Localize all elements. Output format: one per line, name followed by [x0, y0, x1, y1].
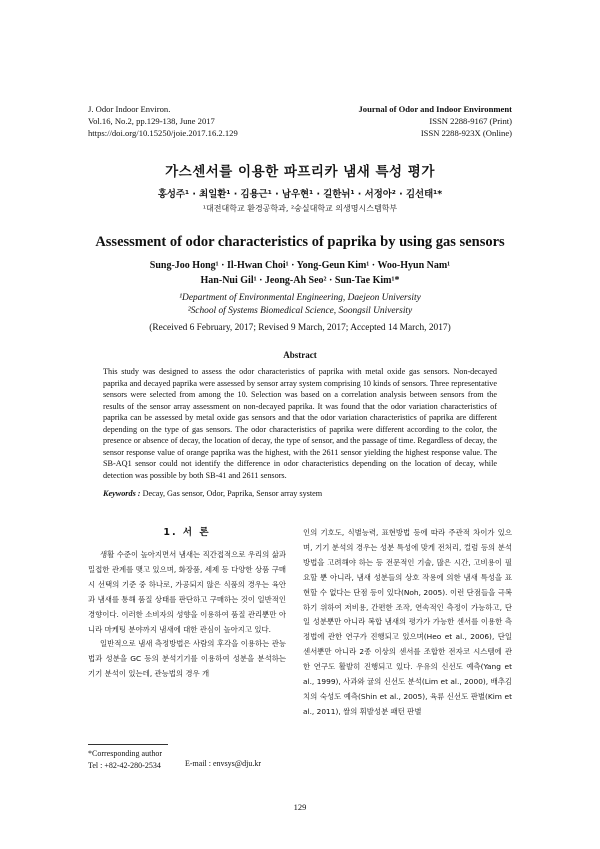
english-affiliations [0, 292, 600, 317]
affiliation-line: ¹Department of Environmental Engineering, Daejeon University [179, 293, 421, 303]
section-heading: 1. 서 론 [163, 527, 211, 538]
body-paragraph: 생활 수준이 높아지면서 냄새는 직간접적으로 우리의 삶과 밀접한 관계를 맺고 있으며, 화장품, 세제 등 다양한 상품 구매 시 선택의 기준 중 하나로, 가공되지 않은 식품의 경우는 육안과 냄새를 통해 품질 상태를 판단하고 구매하는 것이 일반적인 경향이다. 이러한 소비자의 성향을 이용하여 품질 관리뿐만 아니라 마케팅 분야까지 냄새에 대한 관심이 높아지고 있다. [88, 550, 286, 634]
body-paragraph: 일반적으로 냄새 측정방법은 사람의 후각을 이용하는 관능법과 성분을 GC 등의 분석기기를 이용하여 성분을 분석하는 기기 분석이 있는데, 관능법의 경우 개 [88, 639, 286, 679]
author-line: Sung-Joo Hong¹ · Il-Hwan Choi¹ · Yong-Geun Kim¹ · Woo-Hyun Nam¹ [149, 260, 451, 271]
korean-authors: 홍성주¹ · 최일환¹ · 김용근¹ · 남우현¹ · 길한뉘¹ · 서정아² · 김선태¹* [157, 189, 443, 200]
keywords [103, 489, 497, 498]
telephone: Tel : +82-42-280-2534 [88, 760, 161, 770]
keywords-list: Decay, Gas sensor, Odor, Paprika, Sensor array system [140, 489, 323, 498]
left-column [88, 524, 286, 682]
volume-info: Vol.16, No.2, pp.129-138, June 2017 [88, 116, 215, 126]
body-paragraph: 인의 기호도, 식별능력, 표현방법 등에 따라 주관적 차이가 있으며, 기기 분석의 경우는 성분 특성에 맞게 전처리, 컬럼 등의 분석 방법을 고려해야 하는 등 전문적인 기술, 많은 시간, 고비용이 필요할 뿐 아니라, 냄새 성분들의 상호 작용에 의한 냄새 특성을 표현할 수 없다는 단점 등이 있다(Noh, 2005). 이런 단점들을 극복하기 위하여 저비용, 간편한 조작, 연속적인 측정이 가능하고, 단일 성분뿐만 아니라 복합 냄새의 평가가 가능한 센서를 이용한 측정법에 관한 연구가 진행되고 있으며(Heo et al., 2006), 단일 센서뿐만 아니라 2종 이상의 센서를 조합한 전자코 시스템에 관한 연구도 활발히 진행되고 있다. 우유의 신선도 예측(Yang et al., 1999), 사과와 귤의 신선도 분석(Lim et al., 2000), 배추김치의 숙성도 예측(Shin et al., 2005), 육류 신선도 판별(Kim et al., 2011), 쌀의 휘발성분 패턴 판별 [303, 528, 512, 716]
author-line: Han-Nui Gil¹ · Jeong-Ah Seo² · Sun-Tae Kim¹* [200, 274, 400, 286]
korean-title: 가스센서를 이용한 파프리카 냄새 특성 평가 [165, 164, 435, 180]
affiliation-line: ²School of Systems Biomedical Science, Soongsil University [187, 305, 413, 316]
corresponding-author-label: *Corresponding author [88, 749, 162, 758]
journal-header-left [88, 103, 238, 139]
journal-name: Journal of Odor and Indoor Environment [358, 104, 512, 114]
english-authors [0, 259, 600, 288]
korean-affiliations: ¹대전대학교 환경공학과, ²숭실대학교 의생명시스템학부 [202, 204, 398, 213]
abstract-body: This study was designed to assess the odor characteristics of paprika with metal oxide gas sensors. Non-decayed paprika and decayed paprika were assessed by sensor array system comprising 10 kinds of sensors. Three representative sensors were selected from among the 10. Selection was based on a correlation analysis between sensors from the results of the sensor array assessment on non-decayed paprika. It was found that the odor variation characteristics of paprika can be assessed by metal oxide gas sensors and that the odor variation characteristics of paprika are different depending on the type of gas sensors. The odor characteristics of paprika were different according to the color, the presence or absence of decay, the location of decay, the type of sensor, and the passage of time. Regardless of decay, the sensor response value of orange paprika was the highest, with the 2611 sensor yielding the highest response value. The SB-AQ1 sensor could not identify the difference in odor characteristics depending on the location of decay, while detection was possible by both SB-41 and 2611 sensors. [103, 367, 497, 480]
issn-online: ISSN 2288-923X (Online) [420, 128, 512, 138]
journal-header-right [358, 103, 512, 139]
doi-link[interactable]: https://doi.org/10.15250/joie.2017.16.2.129 [88, 128, 238, 138]
issn-print: ISSN 2288-9167 (Print) [429, 116, 512, 126]
keywords-label: Keywords : [103, 489, 141, 498]
right-column [303, 526, 512, 720]
author-email[interactable]: E-mail : envsys@dju.kr [185, 759, 262, 768]
english-title: Assessment of odor characteristics of paprika by using gas sensors [95, 234, 505, 250]
received-dates: (Received 6 February, 2017; Revised 9 March, 2017; Accepted 14 March, 2017) [149, 323, 451, 333]
page-number: 129 [293, 802, 307, 812]
journal-abbrev: J. Odor Indoor Environ. [88, 104, 171, 114]
footnote-divider [88, 744, 168, 745]
abstract-heading: Abstract [283, 350, 317, 360]
